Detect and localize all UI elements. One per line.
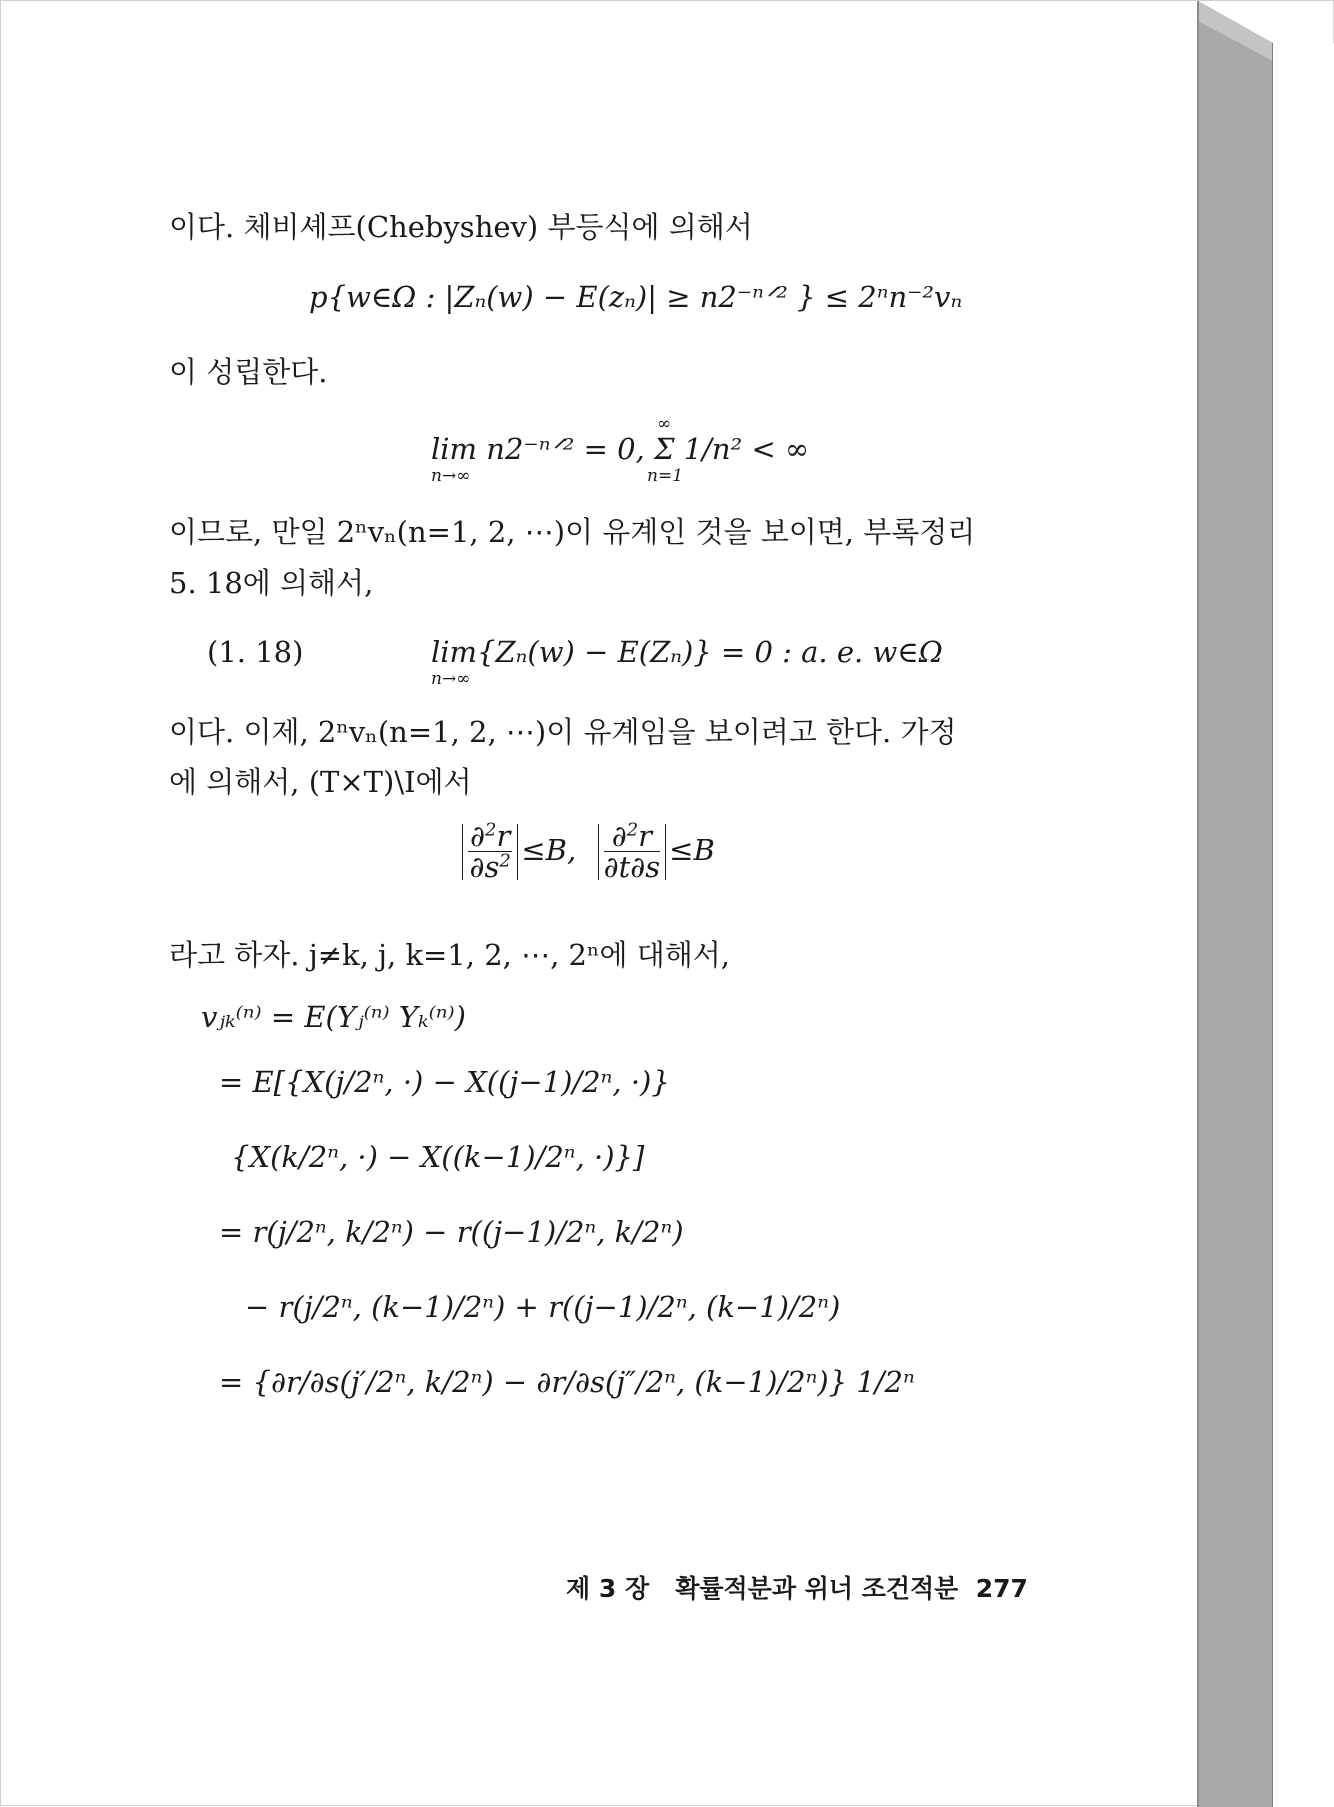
equation-number-1-18: (1. 18) bbox=[207, 635, 304, 669]
equation-v-line-1: vⱼₖ⁽ⁿ⁾ = E(Yⱼ⁽ⁿ⁾ Yₖ⁽ⁿ⁾) bbox=[201, 1000, 466, 1034]
equation-v-line-3: {X(k/2ⁿ, ·) − X((k−1)/2ⁿ, ·)}] bbox=[231, 1140, 645, 1174]
paragraph-bounded-line2: 5. 18에 의해서, bbox=[169, 566, 374, 600]
page-number: 277 bbox=[975, 1574, 1028, 1603]
footer-chapter: 제 3 장 bbox=[566, 1574, 650, 1603]
paragraph-chebyshev-intro: 이다. 체비셰프(Chebyshev) 부등식에 의해서 bbox=[169, 210, 753, 244]
equation-v-line-2: = E[{X(j/2ⁿ, ·) − X((j−1)/2ⁿ, ·)} bbox=[219, 1065, 670, 1099]
limit-subscript-1-18: n→∞ bbox=[431, 669, 471, 689]
equation-second-derivative-bounds: $\frac{\partial^2r}{\partial s^2}$ ≤B, $\frac{\partial^2r}{\partial t\partial s}$ ≤B bbox=[459, 821, 715, 883]
paragraph-now-line1: 이다. 이제, 2ⁿvₙ(n=1, 2, ⋯)이 유계임을 보이려고 한다. 가정 bbox=[169, 715, 957, 749]
paragraph-holds: 이 성립한다. bbox=[169, 355, 328, 389]
sum-lower-limit: n=1 bbox=[647, 466, 684, 486]
limit-subscript: n→∞ bbox=[431, 466, 471, 486]
equation-1-18: lim{Zₙ(w) − E(Zₙ)} = 0 : a. e. w∈Ω bbox=[431, 635, 943, 669]
paragraph-bounded-line1: 이므로, 만일 2ⁿvₙ(n=1, 2, ⋯)이 유계인 것을 보이면, 부록정리 bbox=[169, 515, 976, 549]
equation-v-line-5: − r(j/2ⁿ, (k−1)/2ⁿ) + r((j−1)/2ⁿ, (k−1)/2ⁿ) bbox=[245, 1290, 841, 1324]
equation-v-line-6: = {∂r/∂s(j′/2ⁿ, k/2ⁿ) − ∂r/∂s(j″/2ⁿ, (k−1)/2ⁿ)} 1/2ⁿ bbox=[219, 1365, 915, 1399]
paragraph-let: 라고 하자. j≠k, j, k=1, 2, ⋯, 2ⁿ에 대해서, bbox=[169, 938, 731, 972]
page-footer bbox=[566, 1569, 1028, 1605]
equation-v-line-4: = r(j/2ⁿ, k/2ⁿ) − r((j−1)/2ⁿ, k/2ⁿ) bbox=[219, 1215, 684, 1249]
equation-limits: lim n2⁻ⁿᐟ² = 0, Σ 1/n² < ∞ bbox=[431, 432, 810, 466]
equation-chebyshev: p{w∈Ω : |Zₙ(w) − E(zₙ)| ≥ n2⁻ⁿᐟ² } ≤ 2ⁿn⁻²vₙ bbox=[309, 280, 963, 314]
footer-title: 확률적분과 위너 조건적분 bbox=[675, 1574, 959, 1603]
paragraph-now-line2: 에 의해서, (T×T)\I에서 bbox=[169, 765, 472, 799]
sum-upper-limit: ∞ bbox=[657, 414, 672, 434]
book-edge-shading bbox=[1, 1, 1334, 1807]
